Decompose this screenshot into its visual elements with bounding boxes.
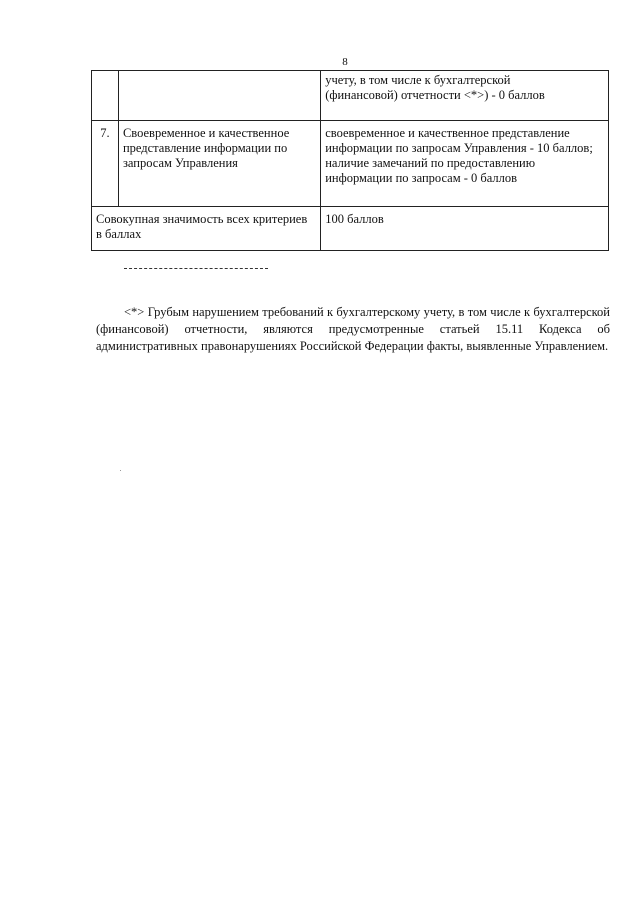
criterion-cell: Своевременное и качественное представление информации по запросам Управления [118,121,320,207]
footnote-text: <*> Грубым нарушением требований к бухгалтерскому учету, в том числе к бухгалтерской (финансовой) отчетности, являются предусмотренные статьей 15.11 Кодекса об административных правонарушениях Российской Федерации факты, выявленные Управлением. [96,304,610,353]
score-line: (финансовой) отчетности <*>) - 0 баллов [325,88,545,102]
score-cell [321,121,609,207]
page-number: 8 [342,56,348,68]
score-line: учету, в том числе к бухгалтерской [325,73,511,87]
score-cell [321,71,609,121]
table-row-continuation [92,71,609,121]
total-value-cell: 100 баллов [321,207,609,251]
table-row-7 [92,121,609,207]
criteria-table [91,70,609,251]
score-line: своевременное и качественное представление информации по запросам Управления - 10 баллов; [325,126,593,155]
scan-speck [120,470,121,471]
row-number-cell [92,71,119,121]
criterion-cell [118,71,320,121]
footnote-separator [124,268,268,269]
score-line: наличие замечаний по предоставлению информации по запросам - 0 баллов [325,156,536,185]
total-label-cell: Совокупная значимость всех критериев в баллах [92,207,321,251]
row-number-cell: 7. [92,121,119,207]
table-row-total [92,207,609,251]
